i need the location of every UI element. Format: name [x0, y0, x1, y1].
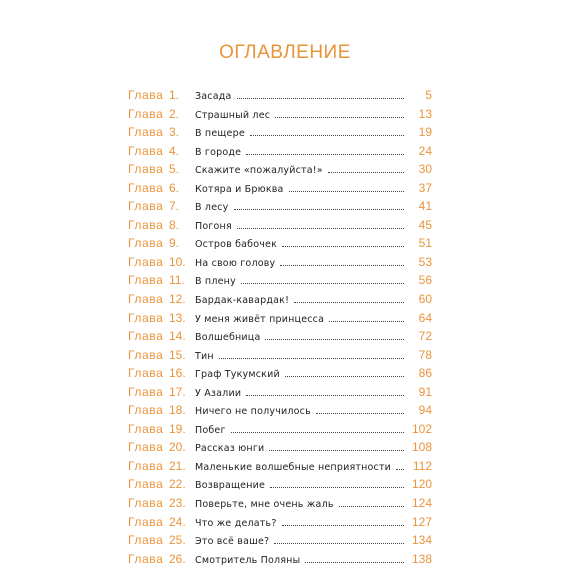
chapter-word: Глава [128, 236, 164, 251]
chapter-title: Тин [195, 348, 217, 366]
chapter-title: Что же делать? [195, 515, 280, 533]
chapter-number: 15. [169, 347, 186, 362]
chapter-title: Ничего не получилось [195, 403, 314, 421]
chapter-number: 19. [169, 421, 186, 436]
toc-entry[interactable] [128, 234, 432, 253]
chapter-page-number: 94 [418, 403, 432, 418]
chapter-page-number: 72 [418, 329, 432, 344]
chapter-page-number: 60 [418, 292, 432, 307]
dot-leader [275, 107, 404, 118]
chapter-word: Глава [128, 125, 164, 140]
chapter-word: Глава [128, 384, 164, 399]
dot-leader [234, 199, 405, 210]
chapter-title: Засада [195, 88, 235, 106]
chapter-word: Глава [128, 533, 164, 548]
chapter-page-number: 102 [411, 421, 432, 436]
dot-leader [274, 533, 404, 544]
chapter-word: Глава [128, 514, 164, 529]
toc-entry[interactable] [128, 290, 432, 309]
toc-entry[interactable] [128, 420, 432, 439]
dot-leader [237, 218, 404, 229]
toc-entry[interactable] [128, 531, 432, 550]
chapter-number: 20. [169, 440, 186, 455]
toc-entry[interactable] [128, 160, 432, 179]
toc-entry[interactable] [128, 253, 432, 272]
chapter-page-number: 13 [418, 106, 432, 121]
dot-leader [396, 459, 404, 470]
dot-leader [250, 125, 404, 136]
toc-entry[interactable] [128, 216, 432, 235]
chapter-page-number: 37 [418, 180, 432, 195]
chapter-page-number: 138 [411, 551, 432, 566]
chapter-page-number: 78 [418, 347, 432, 362]
chapter-page-number: 41 [418, 199, 432, 214]
chapter-word: Глава [128, 162, 164, 177]
chapter-number: 8. [169, 217, 180, 232]
toc-entry[interactable] [128, 513, 432, 532]
chapter-page-number: 19 [418, 125, 432, 140]
chapter-word: Глава [128, 88, 164, 102]
dot-leader [289, 181, 404, 192]
dot-leader [265, 329, 404, 340]
chapter-page-number: 64 [418, 310, 432, 325]
chapter-word: Глава [128, 458, 164, 473]
chapter-title: В пещере [195, 125, 248, 143]
chapter-number: 12. [169, 292, 186, 307]
toc-entry[interactable] [128, 457, 432, 476]
chapter-word: Глава [128, 421, 164, 436]
chapter-title: В плену [195, 273, 239, 291]
toc-entry[interactable] [128, 327, 432, 346]
chapter-word: Глава [128, 347, 164, 362]
chapter-title: У меня живёт принцесса [195, 311, 327, 329]
dot-leader [282, 236, 404, 247]
chapter-number: 16. [169, 366, 186, 381]
chapter-word: Глава [128, 440, 164, 455]
dot-leader [219, 348, 404, 359]
chapter-word: Глава [128, 329, 164, 344]
chapter-page-number: 134 [411, 533, 432, 548]
chapter-title: Скажите «пожалуйста!» [195, 162, 326, 180]
chapter-word: Глава [128, 403, 164, 418]
chapter-page-number: 108 [411, 440, 432, 455]
chapter-page-number: 53 [418, 254, 432, 269]
chapter-page-number: 120 [411, 477, 432, 492]
chapter-title: Это всё ваше? [195, 533, 272, 551]
chapter-page-number: 127 [411, 514, 432, 529]
toc-entry[interactable] [128, 346, 432, 365]
chapter-number: 4. [169, 143, 180, 158]
chapter-word: Глава [128, 310, 164, 325]
toc-entry[interactable] [128, 123, 432, 142]
toc-entry[interactable] [128, 550, 432, 569]
chapter-word: Глава [128, 217, 164, 232]
chapter-number: 18. [169, 403, 186, 418]
toc-entry[interactable] [128, 86, 432, 105]
toc-entry[interactable] [128, 142, 432, 161]
dot-leader [285, 366, 404, 377]
dot-leader [246, 144, 404, 155]
toc-entry[interactable] [128, 438, 432, 457]
dot-leader [231, 422, 404, 433]
toc-entry[interactable] [128, 494, 432, 513]
chapter-page-number: 124 [411, 496, 432, 511]
toc-entry[interactable] [128, 364, 432, 383]
chapter-word: Глава [128, 496, 164, 511]
chapter-word: Глава [128, 180, 164, 195]
chapter-word: Глава [128, 366, 164, 381]
chapter-page-number: 45 [418, 217, 432, 232]
chapter-number: 22. [169, 477, 186, 492]
toc-entry[interactable] [128, 309, 432, 328]
toc-entry[interactable] [128, 197, 432, 216]
chapter-number: 11. [169, 273, 185, 288]
chapter-title: На свою голову [195, 255, 278, 273]
chapter-title: Бардак-кавардак! [195, 292, 292, 310]
chapter-title: Котяра и Брюква [195, 181, 287, 199]
chapter-number: 14. [169, 329, 186, 344]
chapter-title: Страшный лес [195, 107, 273, 125]
dot-leader [269, 440, 404, 451]
page-title: ОГЛАВЛЕНИЕ [219, 42, 351, 63]
chapter-page-number: 112 [412, 458, 432, 473]
chapter-page-number: 30 [418, 162, 432, 177]
chapter-title: В городе [195, 144, 244, 162]
table-of-contents [128, 86, 432, 568]
chapter-word: Глава [128, 273, 164, 288]
chapter-title: Остров бабочек [195, 236, 280, 254]
chapter-title: В лесу [195, 199, 232, 217]
chapter-title: Смотритель Поляны [195, 552, 303, 570]
toc-entry[interactable] [128, 401, 432, 420]
dot-leader [294, 292, 404, 303]
chapter-number: 3. [169, 125, 180, 140]
chapter-number: 13. [169, 310, 186, 325]
toc-entry[interactable] [128, 179, 432, 198]
dot-leader [237, 88, 404, 99]
chapter-title: Погоня [195, 218, 235, 236]
chapter-title: Маленькие волшебные неприятности [195, 459, 394, 477]
chapter-title: У Азалии [195, 385, 244, 403]
chapter-number: 2. [169, 106, 180, 121]
dot-leader [282, 515, 404, 526]
chapter-number: 10. [169, 254, 186, 269]
chapter-title: Побег [195, 422, 229, 440]
toc-entry[interactable] [128, 383, 432, 402]
chapter-number: 5. [169, 162, 180, 177]
chapter-word: Глава [128, 199, 164, 214]
chapter-page-number: 51 [418, 236, 432, 251]
toc-entry[interactable] [128, 105, 432, 124]
chapter-word: Глава [128, 477, 164, 492]
chapter-title: Волшебница [195, 329, 263, 347]
dot-leader [328, 162, 404, 173]
chapter-page-number: 91 [418, 384, 432, 399]
toc-entry[interactable] [128, 271, 432, 290]
dot-leader [246, 385, 404, 396]
chapter-word: Глава [128, 292, 164, 307]
chapter-number: 21. [169, 458, 186, 473]
chapter-number: 25. [169, 533, 186, 548]
chapter-title: Рассказ юнги [195, 440, 267, 458]
chapter-word: Глава [128, 106, 164, 121]
chapter-page-number: 86 [418, 366, 432, 381]
chapter-number: 7. [169, 199, 180, 214]
chapter-title: Граф Тукумский [195, 366, 283, 384]
dot-leader [270, 477, 404, 488]
chapter-number: 23. [169, 496, 186, 511]
chapter-number: 9. [169, 236, 180, 251]
dot-leader [329, 311, 404, 322]
dot-leader [241, 273, 404, 284]
chapter-page-number: 5 [425, 88, 432, 102]
dot-leader [339, 496, 404, 507]
chapter-page-number: 24 [418, 143, 432, 158]
chapter-word: Глава [128, 143, 164, 158]
chapter-page-number: 56 [418, 273, 432, 288]
dot-leader [316, 403, 404, 414]
chapter-number: 26. [169, 551, 186, 566]
toc-entry[interactable] [128, 475, 432, 494]
chapter-title: Возвращение [195, 477, 268, 495]
chapter-number: 1. [169, 88, 180, 102]
chapter-number: 17. [169, 384, 186, 399]
chapter-number: 24. [169, 514, 186, 529]
dot-leader [305, 552, 404, 563]
chapter-word: Глава [128, 551, 164, 566]
dot-leader [280, 255, 404, 266]
chapter-number: 6. [169, 180, 180, 195]
chapter-title: Поверьте, мне очень жаль [195, 496, 337, 514]
chapter-word: Глава [128, 254, 164, 269]
